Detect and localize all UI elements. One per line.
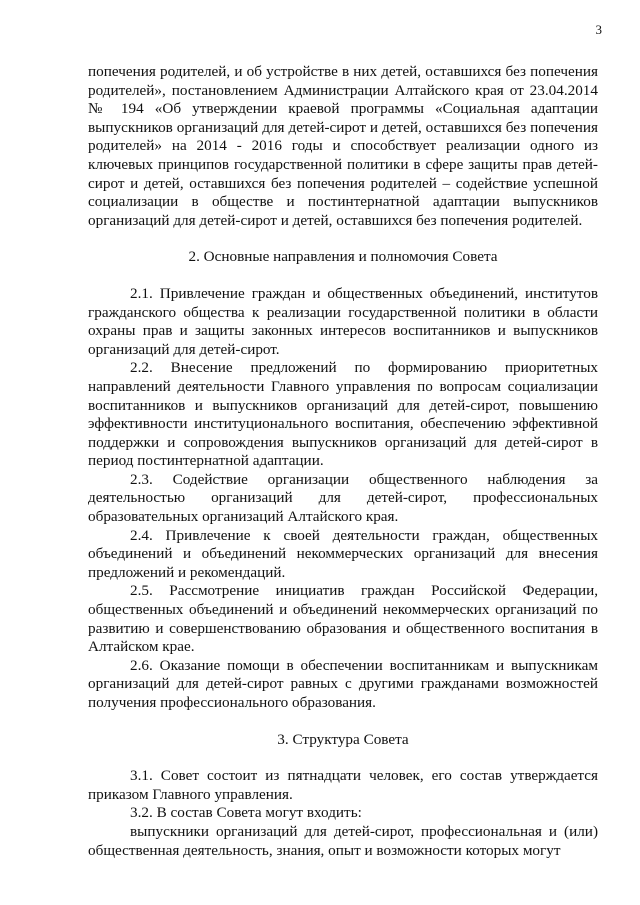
section-2-item-4: 2.4. Привлечение к своей деятельности граждан, общественных объединений и объединений некоммерческих организаций для внесения предложений и рекомендаций. <box>88 526 598 581</box>
page-number: 3 <box>595 22 602 37</box>
document-body <box>88 63 598 860</box>
section-2-heading: 2. Основные направления и полномочия Совета <box>188 248 498 266</box>
section-2-item-5: 2.5. Рассмотрение инициатив граждан Российской Федерации, общественных объединений и объединений некоммерческих организаций по развитию и совершенствованию образования и общественного воспитания в Алтайском крае. <box>88 582 598 656</box>
section-3-heading: 3. Структура Совета <box>277 730 409 748</box>
section-3-item-2-text: выпускники организаций для детей-сирот, профессиональная и (или) общественная деятельность, знания, опыт и возможности которых могут <box>88 822 598 859</box>
section-3-item-1: 3.1. Совет состоит из пятнадцати человек, его состав утверждается приказом Главного управления. <box>88 767 598 803</box>
section-2-item-2: 2.2. Внесение предложений по формированию приоритетных направлений деятельности Главного управления по вопросам социализации воспитанников и выпускников организаций для детей-сирот, повышению эффективности институционального воспитания, обеспечению эффективной поддержки и сопровождения выпускников организаций для детей-сирот в период постинтернатной адаптации. <box>88 359 598 470</box>
section-2-item-6: 2.6. Оказание помощи в обеспечении воспитанникам и выпускникам организаций для детей-сирот равных с другими гражданами возможностей получения профессионального образования. <box>88 656 598 711</box>
section-2-item-3: 2.3. Содействие организации общественного наблюдения за деятельностью организаций для детей-сирот, профессиональных образовательных организаций Алтайского края. <box>88 470 598 526</box>
section-3-item-2: 3.2. В состав Совета могут входить: <box>130 804 362 822</box>
intro-paragraph: попечения родителей, и об устройстве в них детей, оставшихся без попечения родителей», постановлением Администрации Алтайского края от 23.04.2014 № 194 «Об утверждении краевой программы «Социальная адаптации выпускников организаций для детей-сирот и детей, оставшихся без попечения родителей» на 2014 - 2016 годы и способствует реализации одного из ключевых принципов государственной политики в сфере защиты прав детей-сирот и детей, оставшихся без попечения родителей – содействие успешной социализации в обществе и постинтернатной адаптации выпускников организаций для детей-сирот и детей, оставшихся без попечения родителей. <box>88 63 598 229</box>
section-2-item-1: 2.1. Привлечение граждан и общественных объединений, институтов гражданского общества к реализации государственной политики в области охраны прав и защиты законных интересов воспитанников и выпускников организаций для детей-сирот. <box>88 284 598 358</box>
